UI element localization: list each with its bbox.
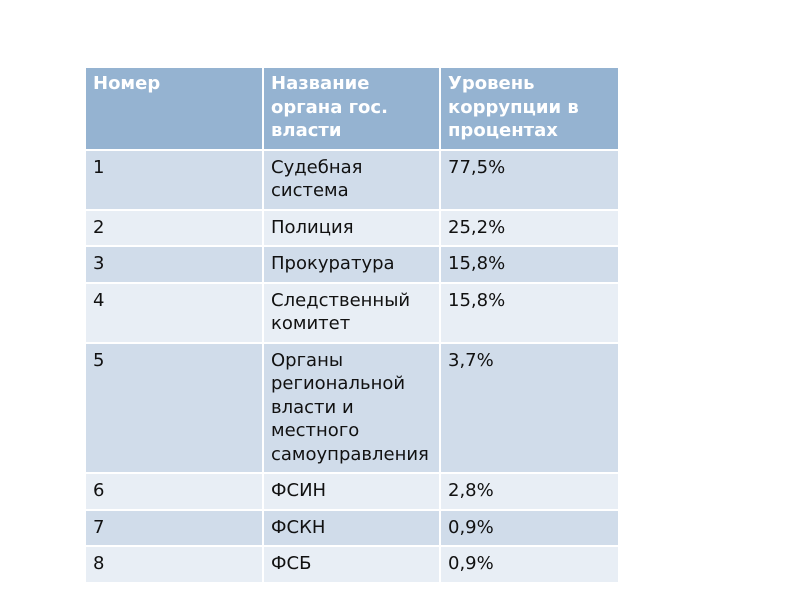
- cell-number: 7: [86, 510, 263, 547]
- cell-number: 8: [86, 546, 263, 583]
- cell-number: 5: [86, 343, 263, 474]
- cell-organ-name: ФСБ: [263, 546, 440, 583]
- cell-organ-name: Органы региональной власти и местного самоуправления: [263, 343, 440, 474]
- cell-organ-name: Полиция: [263, 210, 440, 247]
- header-corruption-level-label: Уровень коррупции в процентах: [448, 73, 579, 141]
- table-header: [86, 68, 618, 150]
- cell-organ-name: Судебная система: [263, 150, 440, 210]
- table-row: [86, 150, 618, 210]
- table-row: [86, 343, 618, 474]
- cell-corruption-level: 0,9%: [440, 510, 618, 547]
- cell-number: 2: [86, 210, 263, 247]
- cell-organ-name: ФСИН: [263, 473, 440, 510]
- header-number-label: Номер: [93, 73, 161, 94]
- cell-corruption-level: 15,8%: [440, 283, 618, 343]
- corruption-table: [86, 68, 618, 584]
- table-row: [86, 546, 618, 583]
- cell-corruption-level: 2,8%: [440, 473, 618, 510]
- cell-number: 1: [86, 150, 263, 210]
- cell-corruption-level: 15,8%: [440, 246, 618, 283]
- cell-number: 4: [86, 283, 263, 343]
- cell-organ-name: Следственный комитет: [263, 283, 440, 343]
- header-corruption-level: [440, 68, 618, 150]
- table-row: [86, 283, 618, 343]
- cell-corruption-level: 3,7%: [440, 343, 618, 474]
- header-organ-name-label: Название органа гос. власти: [271, 73, 388, 141]
- table-row: [86, 473, 618, 510]
- table-row: [86, 246, 618, 283]
- header-organ-name: [263, 68, 440, 150]
- cell-organ-name: Прокуратура: [263, 246, 440, 283]
- cell-number: 3: [86, 246, 263, 283]
- cell-corruption-level: 0,9%: [440, 546, 618, 583]
- cell-corruption-level: 25,2%: [440, 210, 618, 247]
- header-number: [86, 68, 263, 150]
- table-row: [86, 510, 618, 547]
- cell-organ-name: ФСКН: [263, 510, 440, 547]
- cell-corruption-level: 77,5%: [440, 150, 618, 210]
- header-row: [86, 68, 618, 150]
- table-body: [86, 150, 618, 583]
- cell-number: 6: [86, 473, 263, 510]
- table-row: [86, 210, 618, 247]
